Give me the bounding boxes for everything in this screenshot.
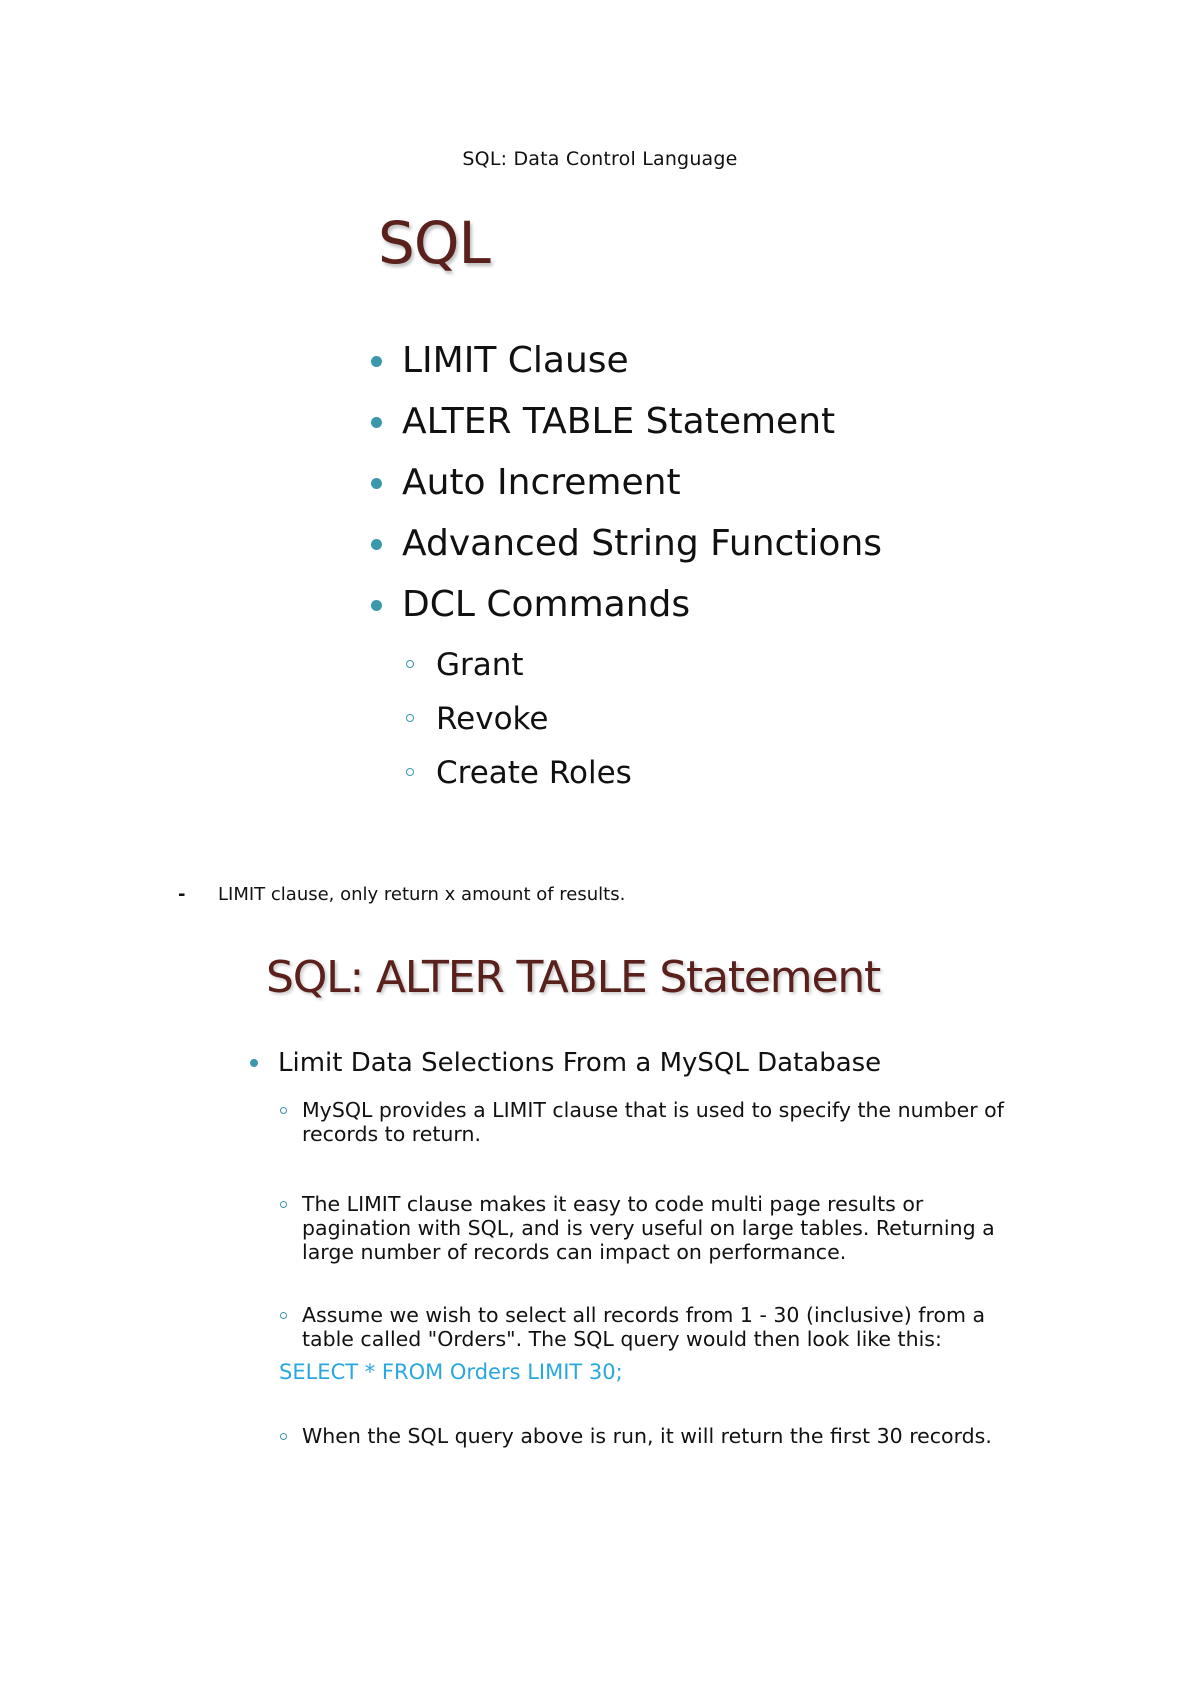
sub-list-item — [402, 642, 632, 696]
page-header: SQL: Data Control Language — [462, 148, 738, 170]
sub-bullet-text: MySQL provides a LIMIT clause that is used to specify the number of records to return. — [302, 1098, 1004, 1146]
sub-list-item — [402, 750, 632, 804]
note-text: LIMIT clause, only return x amount of results. — [218, 884, 626, 905]
bullet-ring-icon — [406, 660, 414, 668]
list-item-label: LIMIT Clause — [402, 340, 629, 381]
sub-list-item-label: Grant — [436, 647, 524, 683]
slide-2-title: SQL: ALTER TABLE Statement — [266, 952, 881, 1003]
slide-2-sub-bullet — [278, 1303, 1022, 1351]
bullet-dot-icon — [371, 417, 382, 428]
slide-1-sub-list — [402, 642, 632, 804]
bullet-ring-icon — [280, 1433, 287, 1440]
slide-2-sub-bullet — [278, 1424, 1022, 1448]
slide-2-sub-bullet — [278, 1098, 1022, 1146]
bullet-ring-icon — [280, 1201, 287, 1208]
bullet-ring-icon — [406, 768, 414, 776]
note-dash: - — [178, 884, 186, 905]
note-line — [178, 884, 625, 905]
bullet-dot-icon — [371, 478, 382, 489]
slide-1-bullet-list — [366, 336, 882, 641]
bullet-dot-icon — [250, 1059, 258, 1067]
bullet-dot-icon — [371, 356, 382, 367]
list-item-label: Advanced String Functions — [402, 523, 883, 564]
list-item — [366, 458, 882, 519]
bullet-ring-icon — [280, 1107, 287, 1114]
list-item — [366, 397, 882, 458]
slide-2-main-bullet — [248, 1046, 881, 1080]
bullet-ring-icon — [280, 1312, 287, 1319]
slide-2-main-bullet-label: Limit Data Selections From a MySQL Database — [278, 1048, 882, 1078]
sub-list-item — [402, 696, 632, 750]
list-item-label: ALTER TABLE Statement — [402, 401, 836, 442]
sub-list-item-label: Revoke — [436, 701, 549, 737]
sql-code-example: SELECT * FROM Orders LIMIT 30; — [279, 1360, 623, 1384]
list-item — [366, 519, 882, 580]
bullet-dot-icon — [371, 539, 382, 550]
sub-bullet-text: When the SQL query above is run, it will return the first 30 records. — [302, 1424, 992, 1448]
list-item-label: DCL Commands — [402, 584, 691, 625]
slide-1-title: SQL — [378, 209, 490, 277]
sub-bullet-text: The LIMIT clause makes it easy to code multi page results or pagination with SQL, and is very useful on large tables. Returning a large number of records can impact on performance. — [302, 1192, 995, 1264]
list-item — [366, 336, 882, 397]
bullet-dot-icon — [371, 600, 382, 611]
list-item-label: Auto Increment — [402, 462, 681, 503]
sub-list-item-label: Create Roles — [436, 755, 632, 791]
bullet-ring-icon — [406, 714, 414, 722]
list-item — [366, 580, 882, 641]
slide-2-sub-bullet — [278, 1192, 1022, 1264]
sub-bullet-text: Assume we wish to select all records from 1 - 30 (inclusive) from a table called "Orders". The SQL query would then look like this: — [302, 1303, 986, 1351]
